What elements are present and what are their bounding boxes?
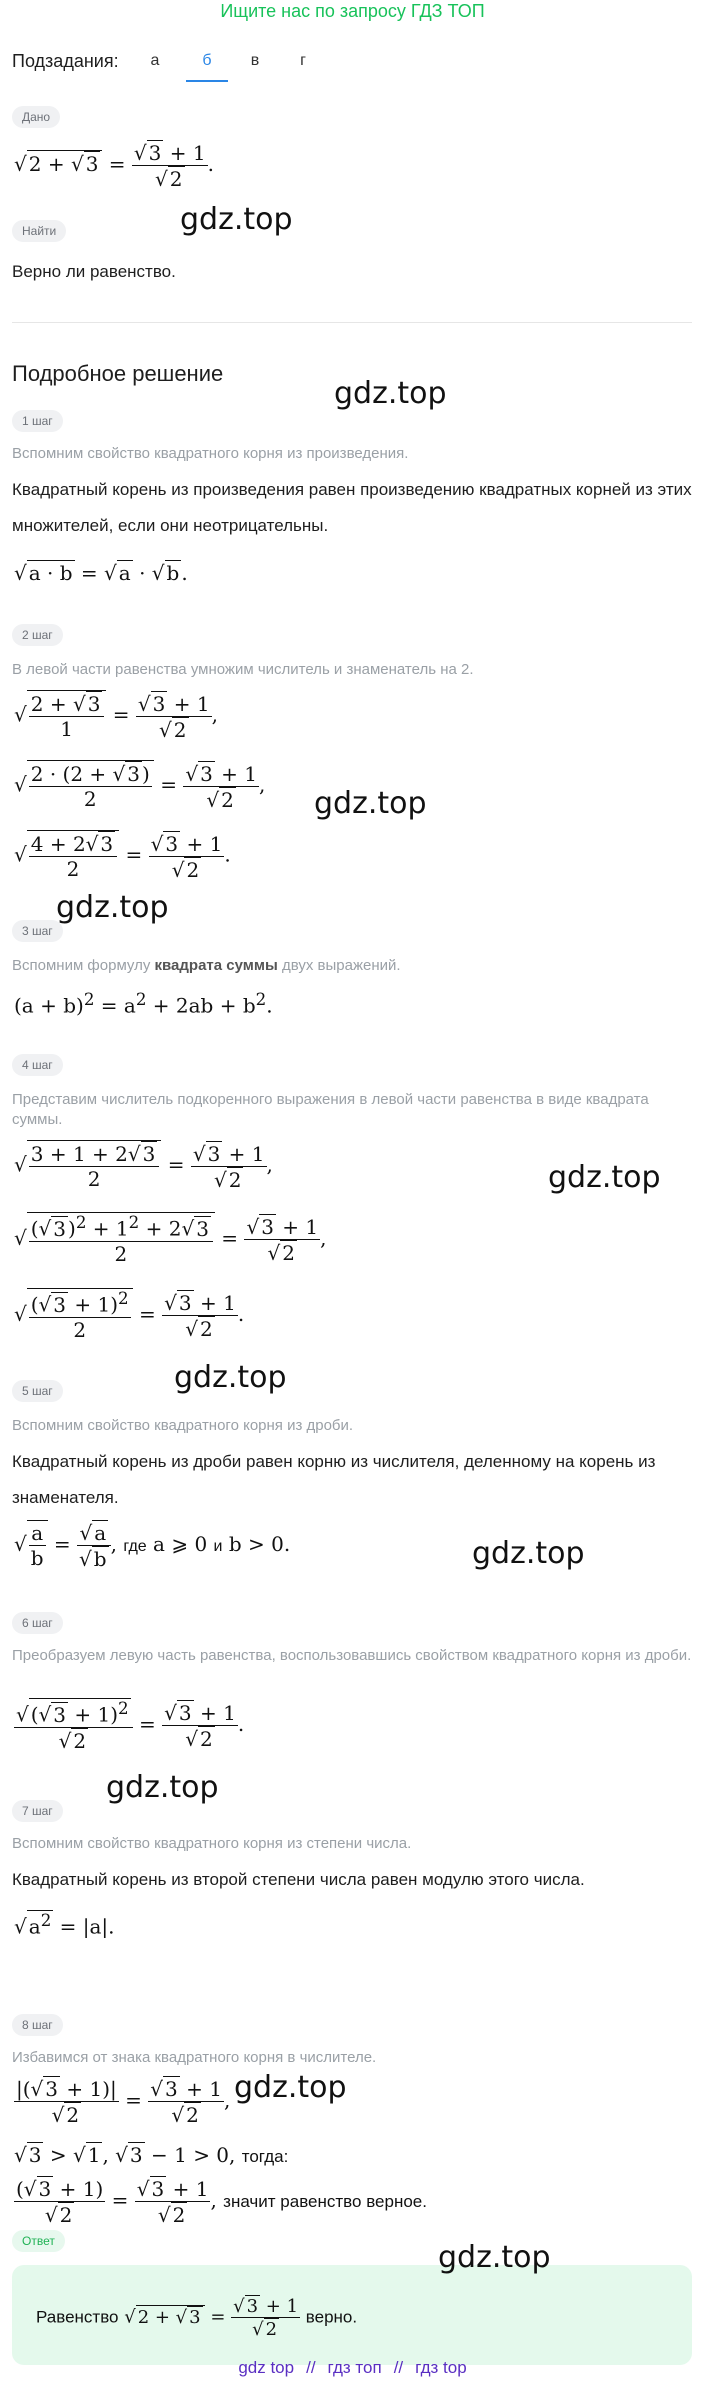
step-8-formula-2: √ 3 > √ 1 , √ 3 − 1 > 0, тогда: (14, 2143, 289, 2167)
watermark: gdz.top (56, 890, 169, 925)
solution-title: Подробное решение (12, 361, 224, 386)
watermark: gdz.top (234, 2070, 347, 2105)
answer-text: Равенство √ 2 + √ 3 = $\frac{√ 3 + 1}{√ 2}$ верно. (36, 2296, 358, 2340)
watermark: gdz.top (334, 376, 447, 411)
active-tab-indicator (186, 80, 228, 82)
step-3-formula: $(a + b)^2 = a^2 + 2ab + b^2$. (14, 990, 273, 1018)
footer-link-gdz-top-mixed[interactable]: гдз top (415, 2358, 467, 2377)
tab-a[interactable]: а (150, 52, 160, 69)
watermark: gdz.top (438, 2240, 551, 2275)
find-text: Верно ли равенство. (12, 262, 176, 281)
step-8-note: Избавимся от знака квадратного корня в числителе. (12, 2049, 377, 2066)
step-2-formula-1: √ $\frac{2 + √ 3}{1}$ = $\frac{√ 3 + 1}{√ 2}$ , (14, 691, 218, 742)
step-7-note: Вспомним свойство квадратного корня из степени числа. (12, 1835, 412, 1852)
step-6-note: Преобразуем левую часть равенства, воспользовавшись свойством квадратного корня из дроби. (12, 1647, 692, 1664)
step-5-text: Квадратный корень из дроби равен корню из числителя, деленному на корень из знаменателя. (12, 1452, 656, 1507)
search-banner: Ищите нас по запросу ГДЗ ТОП (220, 1, 485, 21)
section-divider (12, 322, 692, 323)
watermark: gdz.top (548, 1160, 661, 1195)
watermark: gdz.top (472, 1536, 585, 1571)
answer-tag: Ответ (12, 2230, 65, 2252)
step-5-tag: 5 шаг (12, 1380, 63, 1402)
step-7-tag: 7 шаг (12, 1800, 63, 1822)
step-3-note: Вспомним формулу квадрата суммы двух выражений. (12, 957, 401, 974)
footer-links: gdz top // гдз топ // гдз top (238, 2358, 467, 2377)
step-8-tag: 8 шаг (12, 2014, 63, 2036)
step-4-note: Представим числитель подкоренного выражения в левой части равенства в виде квадрата суммы. (12, 1091, 649, 1128)
step-4-formula-1: √ $\frac{3 + 1 + 2√ 3}{2}$ = $\frac{√ 3 + 1}{√ 2}$ , (14, 1141, 273, 1192)
given-formula: √ 2 + √ 3 = $\frac{√ 3 + 1}{√ 2}$ . (14, 141, 214, 191)
step-4-tag: 4 шаг (12, 1054, 63, 1076)
step-2-note: В левой части равенства умножим числитель и знаменатель на 2. (12, 661, 474, 678)
step-5-formula: √ $\frac{a}{b}$ = $\frac{√ a}{√ b}$ , где a ⩾ 0 и b > 0. (14, 1521, 291, 1571)
step-4-formula-2: √ $\frac{(√ 3 )^2 + 1^2 + 2√ 3}{2}$ = $\frac{√ 3 + 1}{√ 2}$ , (14, 1213, 327, 1266)
step-2-formula-2: √ $\frac{2 \cdot (2 + √ 3 )}{2}$ = $\frac{√ 3 + 1}{√ 2}$ , (14, 761, 266, 812)
footer-link-gdz-top-ru[interactable]: гдз топ (327, 2358, 382, 2377)
watermark: gdz.top (180, 202, 293, 237)
step-1-note: Вспомним свойство квадратного корня из произведения. (12, 445, 409, 462)
tab-v[interactable]: в (250, 52, 260, 69)
step-1-formula: √ a · b = √ a · √ b . (14, 561, 188, 585)
find-tag: Найти (12, 220, 66, 242)
tab-g[interactable]: г (300, 52, 306, 69)
step-7-text: Квадратный корень из второй степени числа равен модулю этого числа. (12, 1870, 585, 1889)
watermark: gdz.top (106, 1770, 219, 1805)
tab-b[interactable]: б (202, 52, 212, 69)
subtasks-label: Подзадания: (12, 51, 119, 71)
watermark: gdz.top (174, 1360, 287, 1395)
step-4-formula-3: √ $\frac{(√ 3 + 1)^2}{2}$ = $\frac{√ 3 + 1}{√ 2}$ . (14, 1289, 245, 1342)
step-8-formula-1: $\frac{|(√ 3 + 1)|}{√ 2}$ = $\frac{√ 3 + 1}{√ 2}$ , (16, 2077, 231, 2127)
step-6-formula: $\frac{√ (√ 3 + 1)^2}{√ 2}$ = $\frac{√ 3 + 1}{√ 2}$ . (16, 1699, 245, 1753)
step-2-formula-3: √ $\frac{4 + 2√ 3}{2}$ = $\frac{√ 3 + 1}{√ 2}$ . (14, 831, 231, 882)
step-5-note: Вспомним свойство квадратного корня из дроби. (12, 1417, 354, 1434)
step-2-tag: 2 шаг (12, 624, 63, 646)
step-1-tag: 1 шаг (12, 410, 63, 432)
step-3-tag: 3 шаг (12, 920, 63, 942)
watermark: gdz.top (314, 786, 427, 821)
footer-link-gdz-top[interactable]: gdz top (238, 2358, 295, 2377)
given-tag: Дано (12, 106, 60, 128)
step-8-formula-3: $\frac{(√ 3 + 1)}{√ 2}$ = $\frac{√ 3 + 1}{√ 2}$ , значит равенство верное. (16, 2177, 427, 2227)
step-7-formula: √ $a^2 = |a|$. (14, 1911, 115, 1939)
step-1-text: Квадратный корень из произведения равен произведению квадратных корней из этих множителей, если они неотрицательны. (12, 480, 692, 535)
step-6-tag: 6 шаг (12, 1612, 63, 1634)
